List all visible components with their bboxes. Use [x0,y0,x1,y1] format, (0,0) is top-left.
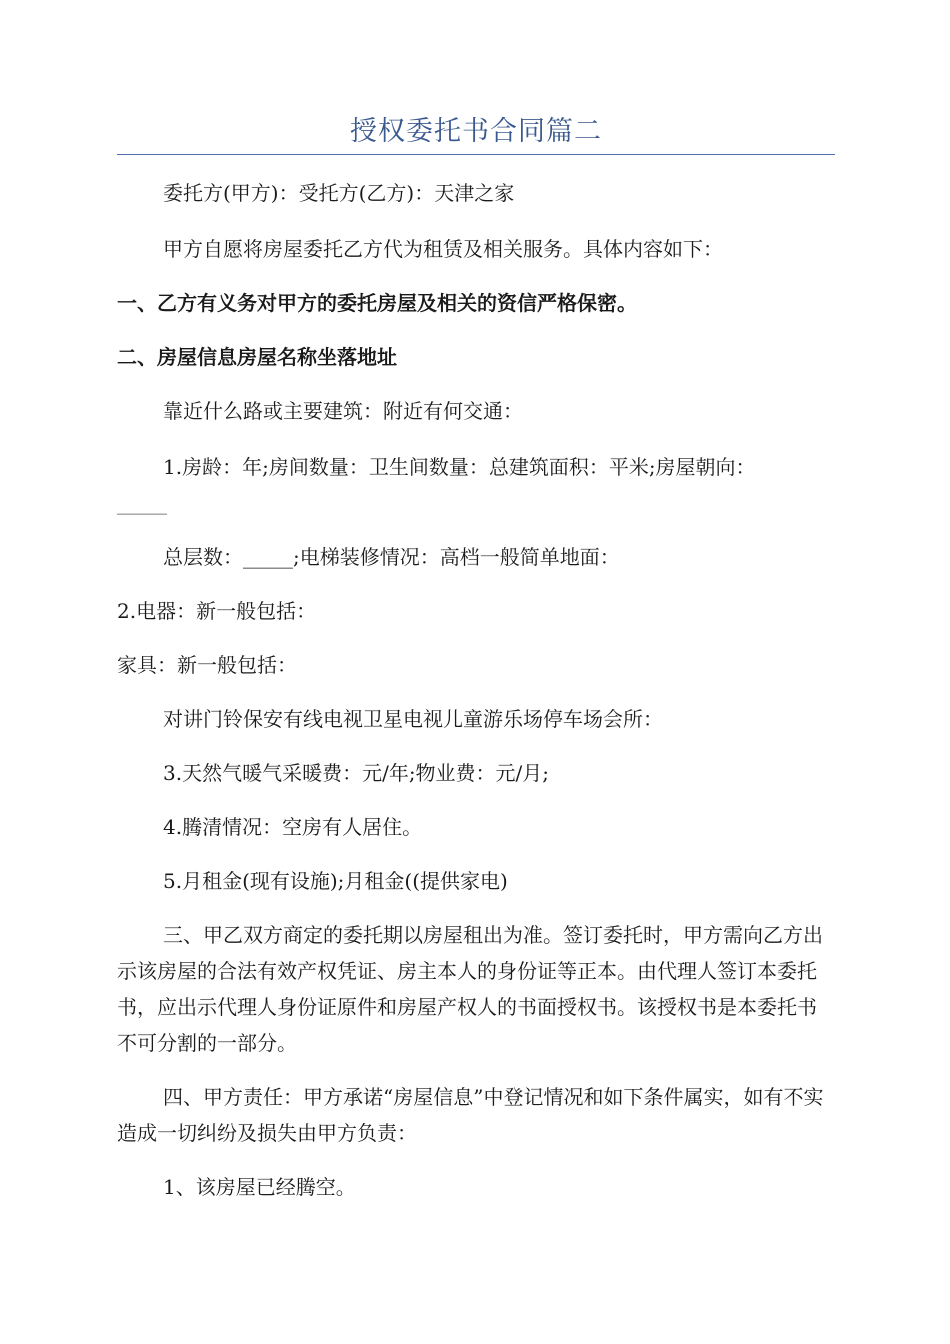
document-title: 授权委托书合同篇二 [350,116,602,147]
paragraph-location: 靠近什么路或主要建筑：附近有何交通： [163,399,523,423]
document-page [117,110,835,1205]
clause-4-item-1: 1、该房屋已经腾空。 [163,1175,356,1199]
clause-4: 四、甲方责任：甲方承诺“房屋信息”中登记情况和如下条件属实，如有不实造成一切纠纷及损失由甲方负责： [117,1085,824,1145]
orientation-blank: _____ [117,491,167,515]
item-2-appliances: 2.电器：新一般包括： [117,599,317,623]
item-1-house-age: 1.房龄：年;房间数量：卫生间数量：总建筑面积：平米;房屋朝向： [163,455,756,479]
floors-blank: _____ [243,545,293,569]
title-underline [117,154,835,155]
clause-3: 三、甲乙双方商定的委托期以房屋租出为准。签订委托时，甲方需向乙方出示该房屋的合法有效产权凭证、房主本人的身份证等正本。由代理人签订本委托书，应出示代理人身份证原件和房屋产权人的书面授权书。该授权书是本委托书不可分割的一部分。 [117,923,823,1055]
item-facilities: 对讲门铃保安有线电视卫星电视儿童游乐场停车场会所： [163,707,663,731]
floors-label: 总层数： [163,545,243,569]
elevator-decoration: ;电梯装修情况：高档一般简单地面： [293,545,620,569]
item-floors [117,539,835,575]
paragraph-parties: 委托方(甲方)：受托方(乙方)：天津之家 [163,181,515,205]
item-4-vacancy: 4.腾清情况：空房有人居住。 [163,815,423,839]
clause-2-heading: 二、房屋信息房屋名称坐落地址 [117,345,397,369]
paragraph-intro: 甲方自愿将房屋委托乙方代为租赁及相关服务。具体内容如下： [163,237,723,261]
item-5-rent: 5.月租金(现有设施);月租金((提供家电) [163,869,508,893]
item-3-fees: 3.天然气暖气采暖费：元/年;物业费：元/月; [163,761,550,785]
item-furniture: 家具：新一般包括： [117,653,297,677]
clause-1-heading: 一、乙方有义务对甲方的委托房屋及相关的资信严格保密。 [117,291,637,315]
